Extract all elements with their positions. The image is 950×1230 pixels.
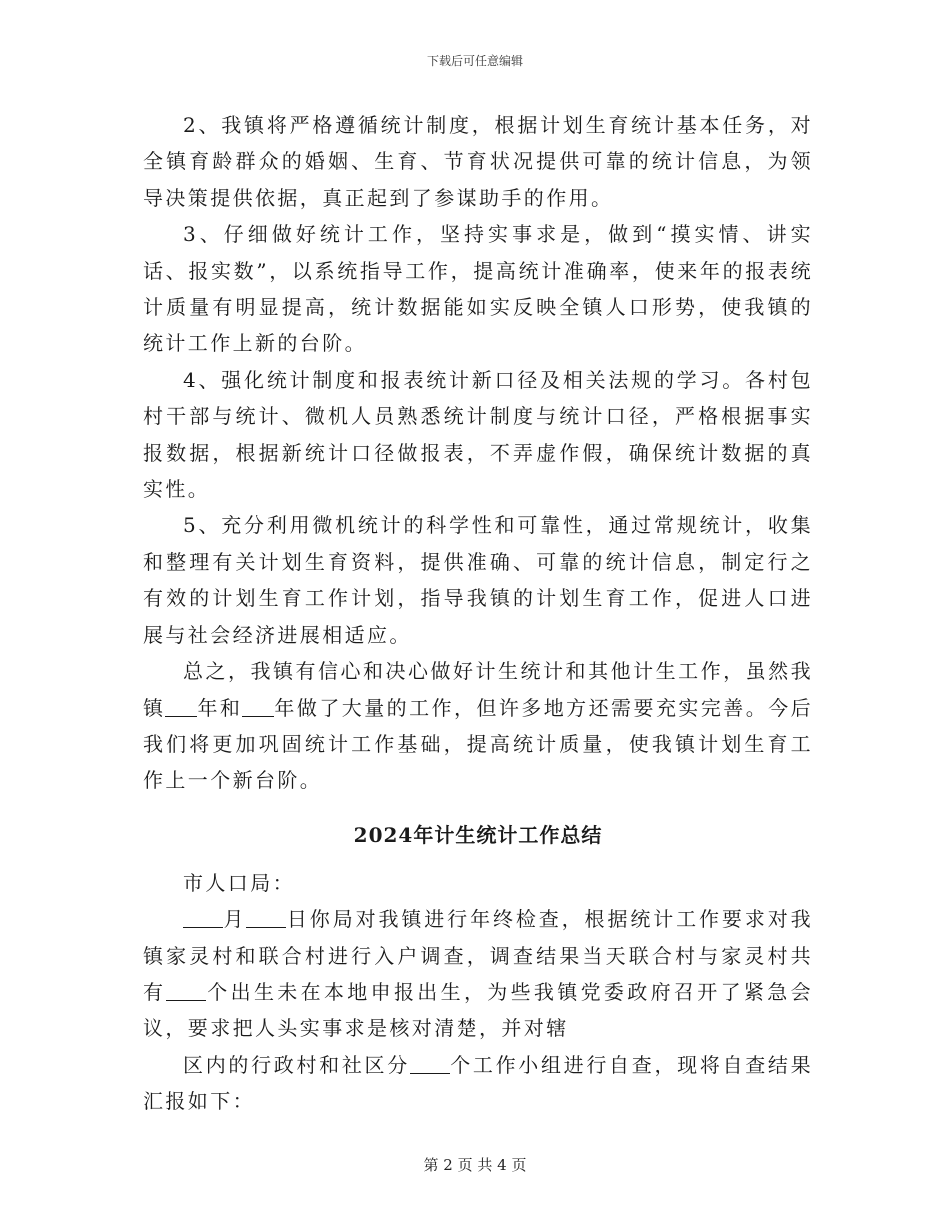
district-paragraph xyxy=(143,1047,813,1120)
salutation: 市人口局： xyxy=(183,870,295,895)
summary-text-1: 总之，我镇有信心和决心做好计生统计和其他计生工作，虽然我镇 xyxy=(143,659,813,720)
inspection-text-3: 个出生未在本地申报出生，为些我镇党委政府召开了紧急会议，要求把人头实事求是核对清楚，并对辖 xyxy=(143,979,813,1041)
inspection-text-2: 日你局对我镇进行年终检查，根据统计工作要求对我镇家灵村和联合村进行入户调查，调查结果当天联合村与家灵村共有 xyxy=(143,907,814,1004)
document-body xyxy=(143,107,813,1120)
page-header: 下载后可任意编辑 xyxy=(426,54,523,68)
fill-in-blank xyxy=(246,909,286,928)
district-text-2: 个工作小组进行自查，现将自查结果汇报如下： xyxy=(143,1052,813,1114)
paragraph-item-2: 2、我镇将严格遵循统计制度，根据计划生育统计基本任务，对全镇育龄群众的婚姻、生育、节育状况提供可靠的统计信息，为领导决策提供依据，真正起到了参谋助手的作用。 xyxy=(143,113,813,210)
fill-in-blank xyxy=(166,982,206,1001)
summary-text-2: 年和 xyxy=(197,695,243,720)
fill-in-blank xyxy=(183,909,223,928)
summary-text-3: 年做了大量的工作，但许多地方还需要充实完善。今后我们将更加巩固统计工作基础，提高统计质量，使我镇计划生育工作上一个新台阶。 xyxy=(143,695,813,793)
district-text-1: 区内的行政村和社区分 xyxy=(183,1052,410,1077)
page-footer: 第 2 页 共 4 页 xyxy=(423,1156,527,1174)
fill-in-blank xyxy=(165,698,197,717)
section-title: 2024年计生统计工作总结 xyxy=(353,822,603,847)
inspection-text-1: 月 xyxy=(223,907,247,932)
inspection-paragraph xyxy=(143,901,813,1047)
summary-paragraph xyxy=(143,653,813,799)
paragraph-item-3: 3、仔细做好统计工作，坚持实事求是，做到“摸实情、讲实话、报实数”，以系统指导工作，提高统计准确率，使来年的报表统计质量有明显提高，统计数据能如实反映全镇人口形势，使我镇的统计工作上新的台阶。 xyxy=(143,222,813,356)
fill-in-blank xyxy=(242,698,274,717)
paragraph-item-5: 5、充分利用微机统计的科学性和可靠性，通过常规统计，收集和整理有关计划生育资料，提供准确、可靠的统计信息，制定行之有效的计划生育工作计划，指导我镇的计划生育工作，促进人口进展与社会经济进展相适应。 xyxy=(143,513,813,647)
fill-in-blank xyxy=(410,1055,450,1074)
paragraph-item-4: 4、强化统计制度和报表统计新口径及相关法规的学习。各村包村干部与统计、微机人员熟悉统计制度与统计口径，严格根据事实报数据，根据新统计口径做报表，不弄虚作假，确保统计数据的真实性。 xyxy=(143,367,813,502)
